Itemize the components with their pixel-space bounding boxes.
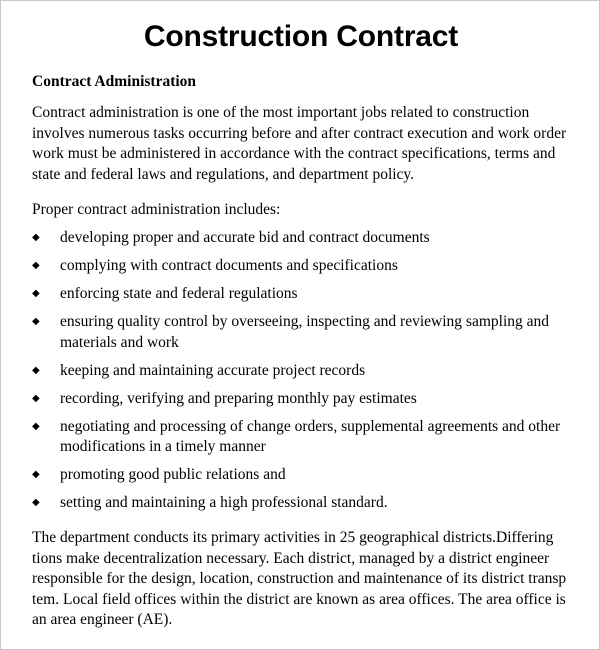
document-title: Construction Contract	[143, 20, 459, 53]
list-item-text: developing proper and accurate bid and contract documents	[60, 229, 430, 246]
list-item-text: enforcing state and federal regulations	[60, 285, 298, 302]
closing-line: The department conducts its primary activities in 25 geographical districts.Differing	[32, 529, 554, 546]
list-item-text: modifications in a timely manner	[60, 438, 266, 455]
diamond-bullet-icon: ◆	[32, 364, 40, 376]
list-item-text: negotiating and processing of change orders, supplemental agreements and other	[60, 417, 561, 435]
list-item	[32, 312, 592, 353]
section-heading: Contract Administration	[32, 73, 197, 90]
diamond-bullet-icon: ◆	[32, 497, 40, 508]
list-item-text: complying with contract documents and specifications	[60, 257, 398, 274]
list-item-text: ensuring quality control by overseeing, inspecting and reviewing sampling and	[60, 313, 549, 330]
diamond-bullet-icon: ◆	[32, 469, 40, 480]
list-item-text: promoting good public relations and	[60, 466, 286, 483]
list-item-text: materials and work	[60, 333, 179, 351]
list-item	[32, 465, 592, 486]
list-item	[32, 228, 592, 249]
closing-paragraph	[32, 528, 592, 631]
diamond-bullet-icon: ◆	[32, 288, 40, 299]
list-item	[32, 389, 592, 410]
diamond-bullet-icon: ◆	[32, 392, 40, 404]
list-intro: Proper contract administration includes:	[32, 201, 281, 218]
list-item	[32, 284, 592, 305]
closing-line: tions make decentralization necessary. Each district, managed by a district engineer	[32, 549, 550, 567]
closing-line: an area engineer (AE).	[32, 611, 173, 628]
list-item-text: keeping and maintaining accurate project records	[60, 361, 366, 379]
list-item-text: recording, verifying and preparing monthly pay estimates	[60, 389, 417, 407]
bullet-list	[32, 228, 592, 521]
diamond-bullet-icon: ◆	[32, 232, 40, 243]
intro-line: involves numerous tasks occurring before and after contract execution and work order	[32, 124, 567, 142]
list-item	[32, 361, 592, 382]
list-item	[32, 256, 592, 277]
closing-line: tem. Local field offices within the district are known as area offices. The area office is	[32, 590, 566, 608]
closing-line: responsible for the design, location, construction and maintenance of its district transp	[32, 570, 567, 587]
intro-line: state and federal laws and regulations, and department policy.	[32, 165, 415, 183]
list-item	[32, 493, 592, 514]
list-item-text: setting and maintaining a high professional standard.	[60, 494, 388, 511]
diamond-bullet-icon: ◆	[32, 420, 40, 432]
intro-paragraph	[32, 103, 592, 185]
intro-line: work must be administered in accordance with the contract specifications, terms and	[32, 145, 556, 162]
intro-line: Contract administration is one of the most important jobs related to construction	[32, 104, 530, 121]
list-item	[32, 417, 592, 458]
diamond-bullet-icon: ◆	[32, 316, 40, 327]
diamond-bullet-icon: ◆	[32, 260, 40, 271]
